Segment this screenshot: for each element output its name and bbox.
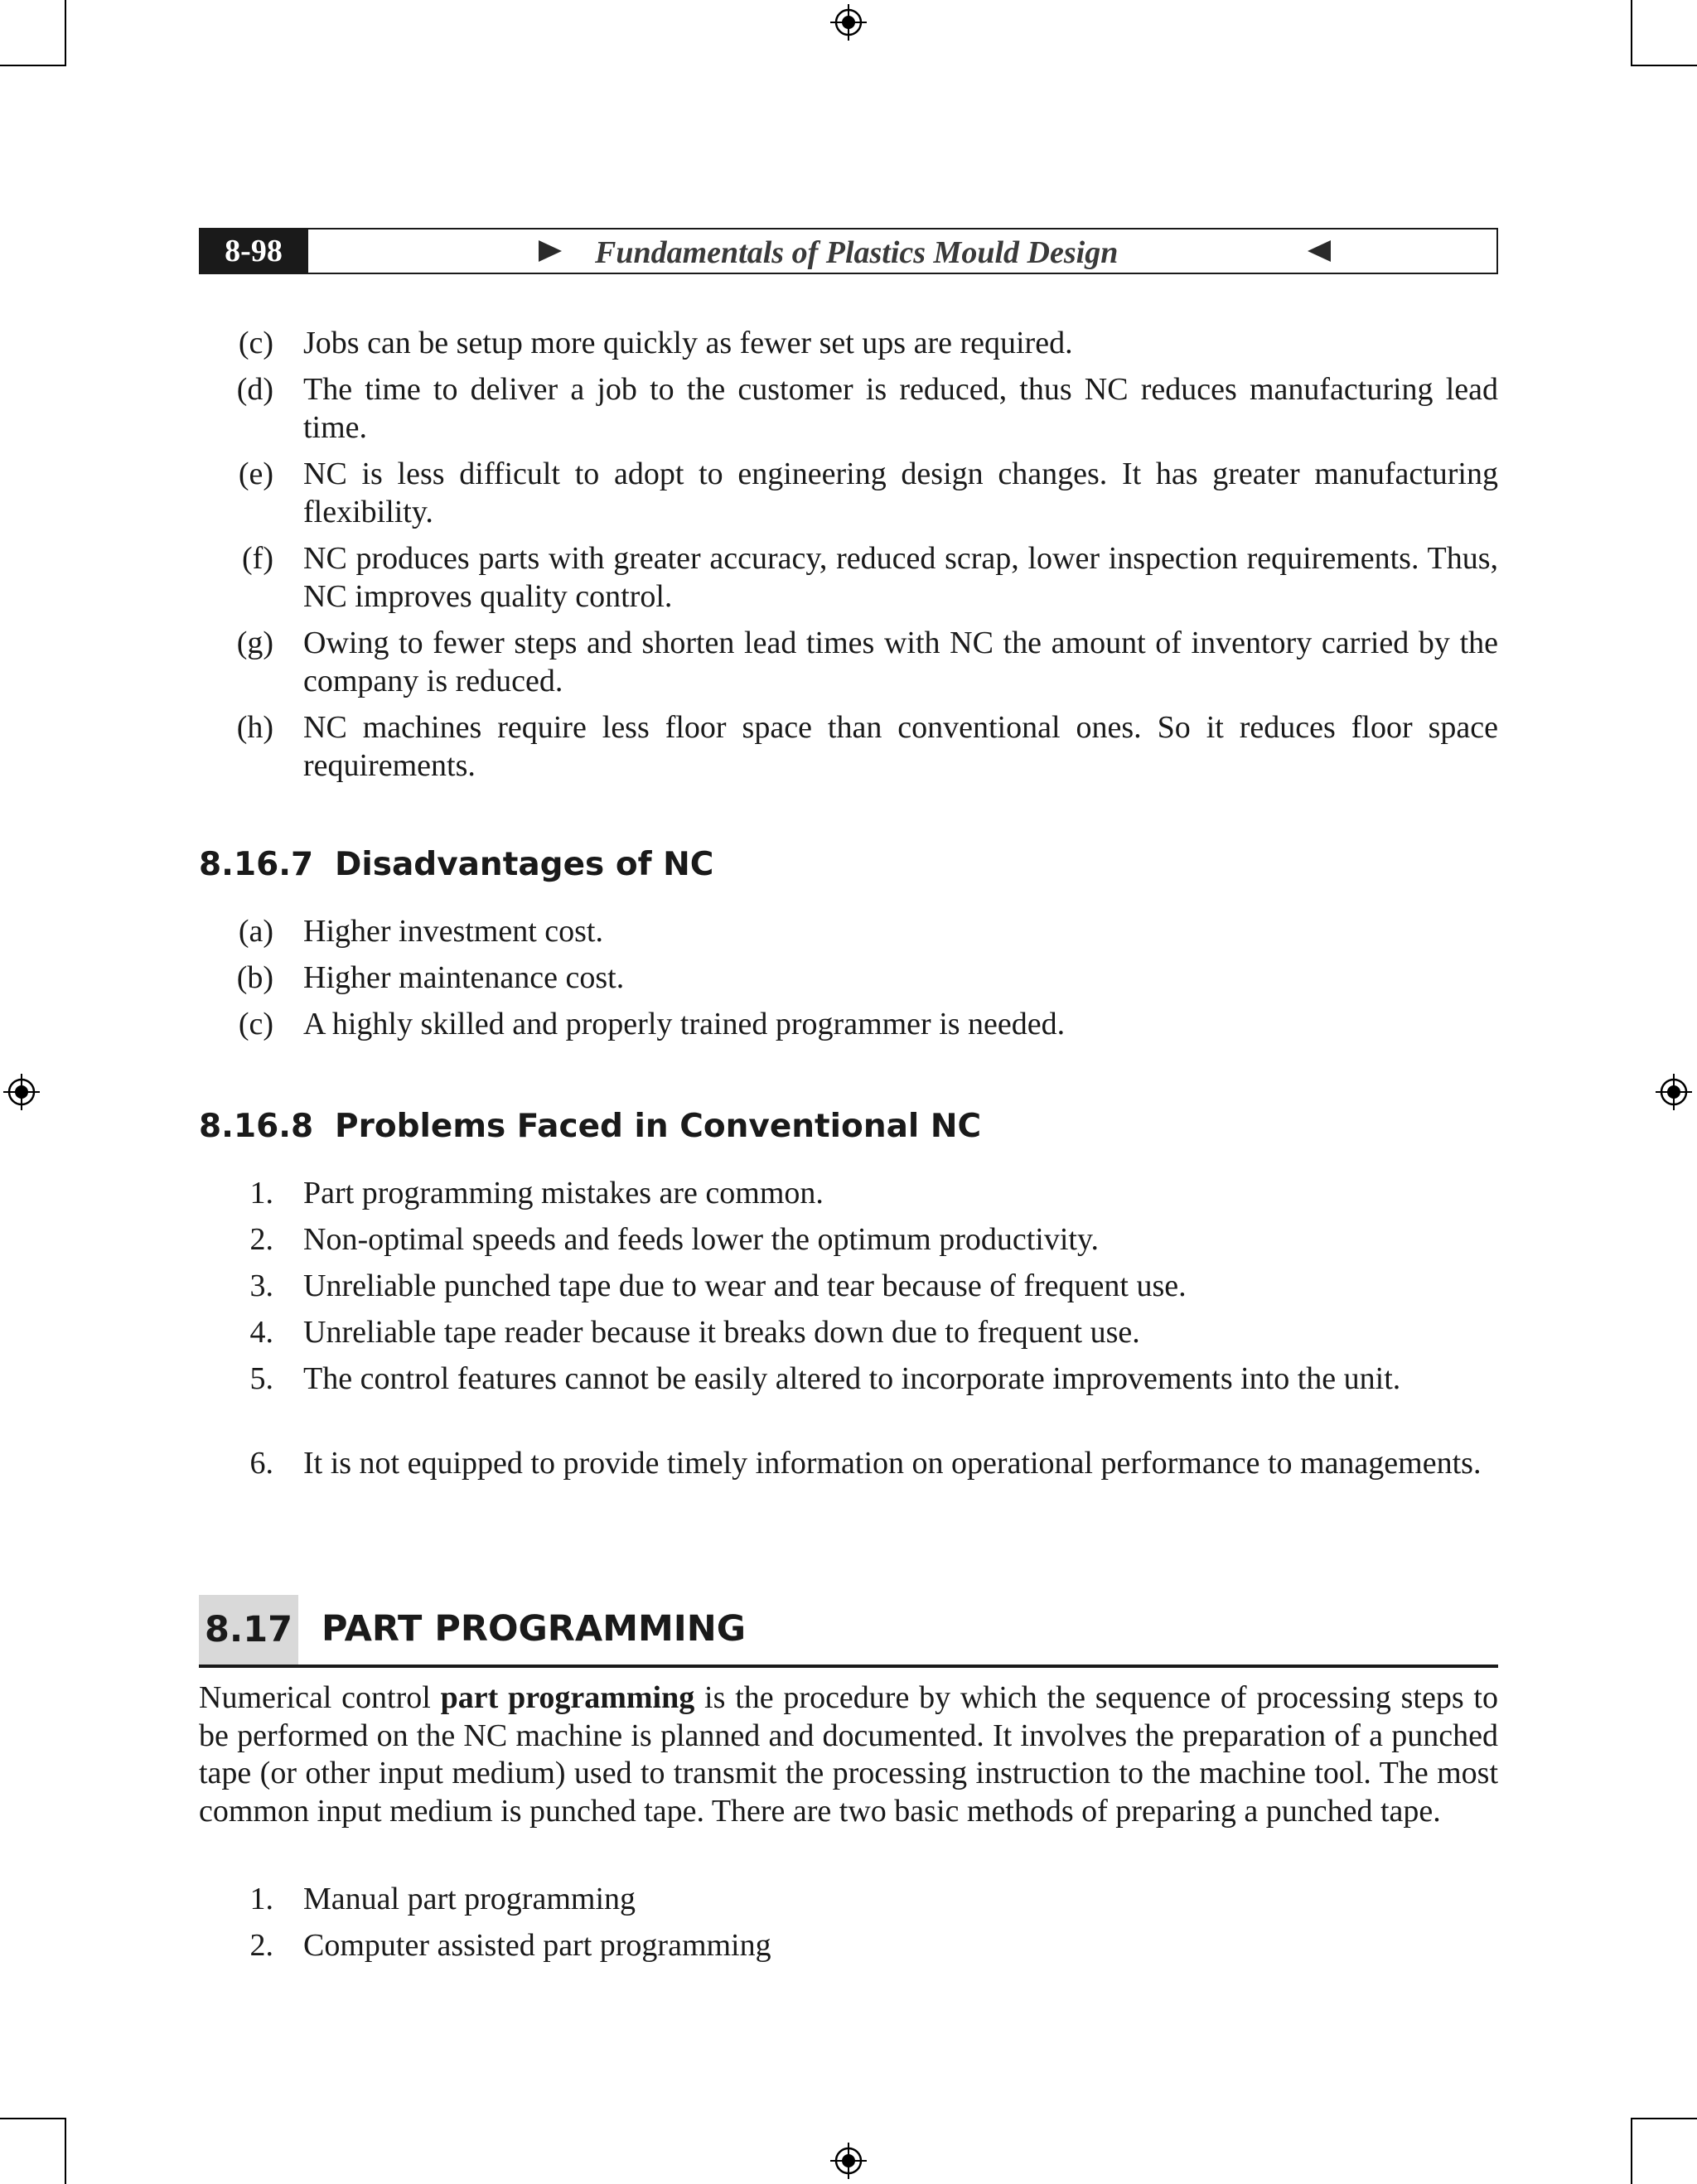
list-item bbox=[199, 539, 1498, 616]
list-item bbox=[199, 1267, 1498, 1305]
list-item-text: Computer assisted part programming bbox=[303, 1928, 771, 1963]
list-item-text: Non-optimal speeds and feeds lower the optimum productivity. bbox=[303, 1222, 1100, 1257]
section-heading-8-17 bbox=[199, 1595, 1498, 1668]
list-item bbox=[199, 1926, 1498, 1964]
section-title: Disadvantages of NC bbox=[335, 846, 714, 883]
list-item-label: 3. bbox=[249, 1268, 273, 1303]
list-item-text: The control features cannot be easily altered to incorporate improvements into the unit. bbox=[303, 1361, 1401, 1396]
list-item-label: 5. bbox=[249, 1361, 273, 1396]
list-item-text: Manual part programming bbox=[303, 1882, 636, 1916]
crop-mark-top-left-vertical bbox=[65, 0, 66, 66]
left-pointer-icon bbox=[1308, 240, 1331, 262]
paragraph-text: Numerical control bbox=[199, 1680, 441, 1715]
crop-mark-top-left-horizontal bbox=[0, 65, 66, 66]
crop-mark-bottom-right-horizontal bbox=[1631, 2118, 1697, 2119]
registration-mark-left-icon bbox=[3, 1074, 40, 1110]
crop-mark-top-right-vertical bbox=[1631, 0, 1632, 66]
list-item-text: Unreliable tape reader because it breaks down due to frequent use. bbox=[303, 1315, 1140, 1350]
crop-mark-bottom-right-vertical bbox=[1631, 2118, 1632, 2184]
list-item-text: Jobs can be setup more quickly as fewer set ups are required. bbox=[303, 326, 1073, 360]
section-title: PART PROGRAMMING bbox=[322, 1608, 747, 1650]
list-item-label: (h) bbox=[236, 710, 273, 745]
list-item bbox=[199, 912, 1498, 950]
list-item-label: (g) bbox=[236, 626, 273, 660]
list-item bbox=[199, 1360, 1498, 1436]
section-heading-8-16-7 bbox=[199, 846, 713, 883]
section-heading-8-16-8 bbox=[199, 1108, 981, 1145]
right-pointer-icon bbox=[539, 240, 562, 262]
running-header bbox=[199, 228, 1498, 274]
crop-mark-bottom-left-vertical bbox=[65, 2118, 66, 2184]
list-item-label: (f) bbox=[242, 541, 273, 576]
list-item bbox=[199, 1005, 1498, 1043]
list-item-text: Unreliable punched tape due to wear and tear because of frequent use. bbox=[303, 1268, 1187, 1303]
list-item-text: Owing to fewer steps and shorten lead times with NC the amount of inventory carried by the company is reduced. bbox=[303, 626, 1498, 698]
list-item-text: NC machines require less floor space than conventional ones. So it reduces floor space requirements. bbox=[303, 710, 1498, 783]
list-item-label: 1. bbox=[249, 1176, 273, 1210]
list-item-label: 4. bbox=[249, 1315, 273, 1350]
section-number: 8.16.8 bbox=[199, 1108, 314, 1145]
list-item-label: (e) bbox=[238, 457, 273, 491]
list-item bbox=[199, 324, 1498, 362]
registration-mark-top-icon bbox=[830, 4, 867, 41]
crop-mark-bottom-left-horizontal bbox=[0, 2118, 66, 2119]
body-paragraph bbox=[199, 1679, 1498, 1830]
list-item bbox=[199, 455, 1498, 531]
list-item bbox=[199, 1174, 1498, 1212]
page-number: 8-98 bbox=[199, 228, 308, 274]
list-item-label: (d) bbox=[236, 372, 273, 407]
list-item bbox=[199, 1220, 1498, 1259]
list-item-label: 2. bbox=[249, 1222, 273, 1257]
section-number: 8.16.7 bbox=[199, 846, 314, 883]
list-item-label: 2. bbox=[249, 1928, 273, 1963]
list-item bbox=[199, 959, 1498, 997]
section-number: 8.17 bbox=[199, 1595, 298, 1665]
list-item-text: A highly skilled and properly trained programmer is needed. bbox=[303, 1007, 1066, 1041]
crop-mark-top-right-horizontal bbox=[1631, 65, 1697, 66]
section-title: Problems Faced in Conventional NC bbox=[335, 1108, 982, 1145]
registration-mark-bottom-icon bbox=[830, 2143, 867, 2179]
registration-mark-right-icon bbox=[1656, 1074, 1692, 1110]
list-item-text: The time to deliver a job to the customer is reduced, thus NC reduces manufacturing lead time. bbox=[303, 372, 1498, 445]
list-item-label: 6. bbox=[249, 1446, 273, 1481]
list-item bbox=[199, 624, 1498, 700]
list-item-text: NC produces parts with greater accuracy, reduced scrap, lower inspection requirements. Thus, NC improves quality control. bbox=[303, 541, 1498, 614]
list-item-text: Higher maintenance cost. bbox=[303, 960, 625, 995]
book-title: Fundamentals of Plastics Mould Design bbox=[595, 235, 1119, 270]
list-item-label: 1. bbox=[249, 1882, 273, 1916]
list-item bbox=[199, 708, 1498, 785]
paragraph-bold-term: part programming bbox=[440, 1680, 695, 1715]
list-item-label: (c) bbox=[238, 326, 273, 360]
list-item-label: (c) bbox=[238, 1007, 273, 1041]
list-item bbox=[199, 1880, 1498, 1918]
list-item-text: It is not equipped to provide timely information on operational performance to managements. bbox=[303, 1446, 1482, 1481]
list-item-label: (b) bbox=[236, 960, 273, 995]
paragraph-text: is the procedure by which the sequence of processing steps to be performed on the NC machine is planned and documented. It involves the preparation of a punched tape (or other input medium) used to transmit the processing instruction to the machine tool. The most common input medium is punched tape. There are two basic methods of preparing a punched tape. bbox=[199, 1680, 1498, 1829]
list-item-text: Part programming mistakes are common. bbox=[303, 1176, 824, 1210]
list-item-label: (a) bbox=[238, 914, 273, 949]
list-item-text: Higher investment cost. bbox=[303, 914, 603, 949]
list-item bbox=[199, 1313, 1498, 1351]
list-item-text: NC is less difficult to adopt to engineering design changes. It has greater manufacturing flexibility. bbox=[303, 457, 1498, 529]
list-item bbox=[199, 1444, 1498, 1520]
list-item bbox=[199, 370, 1498, 447]
header-title-box bbox=[308, 228, 1498, 274]
